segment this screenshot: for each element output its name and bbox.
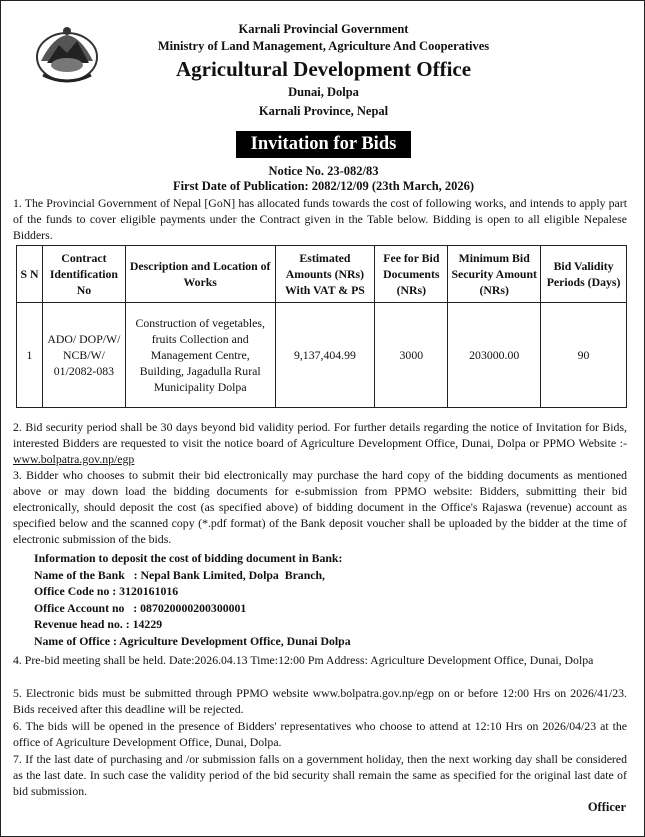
column-header: Bid Validity Periods (Days) bbox=[541, 246, 627, 303]
ppmo-website-link[interactable]: www.bolpatra.gov.np/egp bbox=[13, 452, 135, 466]
publication-date: First Date of Publication: 2082/12/09 (23th March, 2026) bbox=[172, 179, 475, 193]
column-header: Description and Location of Works bbox=[125, 246, 275, 303]
paragraph-6: 6. The bids will be opened in the presence of Bidders' representatives who choose to attend at 12:10 Hrs on 2026/04/23 at the office of Agriculture Development Office, Dunai, Dolpa. bbox=[13, 719, 627, 749]
bids-table bbox=[16, 245, 627, 408]
header-location: Dunai, Dolpa bbox=[288, 85, 359, 99]
bank-info bbox=[34, 550, 434, 650]
header-ministry: Ministry of Land Management, Agriculture And Cooperatives bbox=[157, 39, 490, 53]
paragraph-4: 4. Pre-bid meeting shall be held. Date:2026.04.13 Time:12:00 Pm Address: Agriculture Development Office, Dunai, Dolpa bbox=[13, 653, 594, 667]
page-title: Agricultural Development Office bbox=[175, 57, 472, 81]
paragraph-1: 1. The Provincial Government of Nepal [GoN] has allocated funds towards the cost of following works, and intends to apply part of the funds to cover eligible payments under the Contract given in the Table below. Bidding is open to all eligible Nepalese Bidders. bbox=[13, 196, 627, 242]
column-header: Minimum Bid Security Amount (NRs) bbox=[448, 246, 541, 303]
column-header: Contract Identification No bbox=[42, 246, 125, 303]
table-cell: Construction of vegetables, fruits Collection and Management Centre, Building, Jagadulla Rural Municipality Dolpa bbox=[125, 303, 275, 408]
table-row bbox=[17, 303, 627, 408]
table-header-row bbox=[17, 246, 627, 303]
column-header: S N bbox=[17, 246, 43, 303]
paragraph-2 bbox=[13, 419, 627, 467]
header-government: Karnali Provincial Government bbox=[238, 22, 409, 36]
table-cell: 1 bbox=[17, 303, 43, 408]
office-name: Name of Office : Agriculture Development Office, Dunai Dolpa bbox=[34, 633, 351, 648]
bank-heading: Information to deposit the cost of bidding document in Bank: bbox=[34, 551, 343, 565]
notice-info bbox=[1, 164, 645, 194]
invitation-banner: Invitation for Bids bbox=[236, 131, 411, 158]
notice-number: Notice No. 23-082/83 bbox=[268, 164, 379, 178]
paragraph-5: 5. Electronic bids must be submitted through PPMO website www.bolpatra.gov.np/egp on or before 12:00 Hrs on 2026/41/23. Bids received after this deadline will be rejected. bbox=[13, 686, 627, 716]
office-code: Office Code no : 3120161016 bbox=[34, 584, 179, 599]
table-cell: 3000 bbox=[375, 303, 448, 408]
table-cell: 203000.00 bbox=[448, 303, 541, 408]
paragraph-7: 7. If the last date of purchasing and /or submission falls on a government holiday, then the next working day shall be considered as the last date. In such case the validity period of the bid security shall remain the same as specified for the original last date of bid submission. bbox=[13, 752, 627, 798]
table-cell: ADO/ DOP/W/ NCB/W/ 01/2082-083 bbox=[42, 303, 125, 408]
document-header bbox=[1, 21, 645, 121]
table-cell: 9,137,404.99 bbox=[275, 303, 375, 408]
table-cell: 90 bbox=[541, 303, 627, 408]
bank-name: Name of the Bank : Nepal Bank Limited, Dolpa Branch, bbox=[34, 567, 326, 582]
office-account: Office Account no : 087020000200300001 bbox=[34, 600, 247, 615]
signature-officer: Officer bbox=[587, 800, 626, 814]
paragraph-2-text: 2. Bid security period shall be 30 days beyond bid validity period. For further details regarding the notice of Invitation for Bids, interested Bidders are requested to visit the notice board of Agriculture Development Office, Dunai, Dolpa or PPMO Website :- bbox=[13, 420, 627, 450]
column-header: Fee for Bid Documents (NRs) bbox=[375, 246, 448, 303]
header-province: Karnali Province, Nepal bbox=[258, 104, 389, 118]
paragraph-3: 3. Bidder who chooses to submit their bid electronically may purchase the hard copy of the bidding documents as mentioned above or may down load the bidding documents for e-submission from PPMO website: Bidders, submitting their bid electronically, should deposit the cost (as specified above) of bidding document in the Office's Rajaswa (revenue) account as specified below and the scanned copy (*.pdf format) of the Bank deposit voucher shall be uploaded by the bidder at the time of electronic submission of the bids. bbox=[13, 468, 627, 546]
column-header: Estimated Amounts (NRs) With VAT & PS bbox=[275, 246, 375, 303]
revenue-head: Revenue head no. : 14229 bbox=[34, 617, 163, 632]
